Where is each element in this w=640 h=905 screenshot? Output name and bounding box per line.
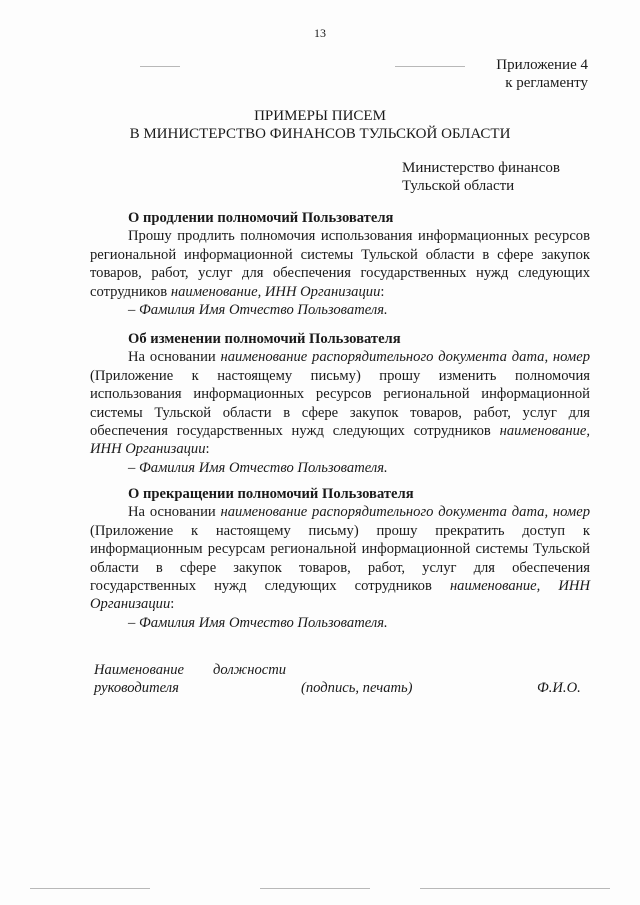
section-heading: О продлении полномочий Пользователя bbox=[128, 210, 394, 226]
paragraph-end: : bbox=[205, 441, 210, 458]
scan-speck bbox=[140, 66, 180, 67]
page-number: 13 bbox=[314, 26, 326, 40]
document-title bbox=[60, 107, 580, 143]
appendix-line-1: Приложение 4 bbox=[496, 57, 588, 73]
signature-fio-label: Ф.И.О. bbox=[537, 680, 581, 696]
addressee bbox=[402, 159, 560, 195]
org-placeholder: наименование, ИНН Организации bbox=[170, 283, 381, 300]
section-heading: Об изменении полномочий Пользователя bbox=[128, 331, 401, 347]
user-name-placeholder: Фамилия Имя Отчество Пользователя. bbox=[138, 459, 388, 476]
list-dash: – bbox=[128, 459, 139, 476]
user-name-placeholder: Фамилия Имя Отчество Пользователя. bbox=[138, 302, 388, 319]
list-item bbox=[90, 301, 590, 319]
section-terminate-permissions bbox=[90, 485, 590, 632]
addressee-line-2: Тульской области bbox=[402, 178, 515, 194]
paragraph-text: На основании bbox=[128, 349, 221, 366]
paragraph-text: Прошу продлить полномочия использования информационных ресурсов региональной информационной системы Тульской области в сфере закупок товаров, работ, услуг для обеспечения государственных нужд следующих сотрудников bbox=[90, 228, 590, 300]
org-placeholder: наименование, ИНН Организации bbox=[90, 423, 590, 458]
scan-speck bbox=[420, 888, 610, 889]
list-dash: – bbox=[128, 614, 139, 631]
signature-sign-label: (подпись, печать) bbox=[301, 680, 413, 696]
signature-head-label: руководителя bbox=[94, 680, 179, 696]
list-dash: – bbox=[128, 302, 139, 319]
signature-name-label: Наименование bbox=[94, 662, 185, 678]
org-placeholder: наименование, ИНН Организации bbox=[90, 578, 590, 613]
document-placeholder: наименование распорядительного документа дата, номер bbox=[220, 349, 590, 366]
list-item bbox=[90, 459, 590, 477]
paragraph-text: (Приложение к настоящему письму) прошу прекратить доступ к информационным ресурсам региональной информационной системы Тульской области в сфере закупок товаров, работ, услуг для обеспечения государственных нужд следующих сотрудников bbox=[90, 522, 590, 595]
paragraph-end: : bbox=[380, 283, 385, 300]
signature-position-label: должности bbox=[213, 662, 287, 678]
title-line-1: ПРИМЕРЫ ПИСЕМ bbox=[254, 108, 386, 124]
paragraph-end: : bbox=[170, 596, 175, 613]
user-name-placeholder: Фамилия Имя Отчество Пользователя. bbox=[138, 614, 388, 631]
list-item bbox=[90, 614, 590, 632]
section-heading: О прекращении полномочий Пользователя bbox=[128, 486, 414, 502]
section-paragraph bbox=[90, 348, 590, 458]
addressee-line-1: Министерство финансов bbox=[402, 160, 560, 176]
section-paragraph bbox=[90, 503, 590, 613]
title-line-2: В МИНИСТЕРСТВО ФИНАНСОВ ТУЛЬСКОЙ ОБЛАСТИ bbox=[129, 126, 511, 142]
paragraph-text: На основании bbox=[128, 504, 221, 521]
scan-speck bbox=[260, 888, 370, 889]
appendix-line-2: к регламенту bbox=[505, 75, 588, 91]
scan-speck bbox=[395, 66, 465, 67]
section-paragraph bbox=[90, 227, 590, 301]
appendix-note bbox=[496, 56, 588, 92]
paragraph-text: (Приложение к настоящему письму) прошу изменить полномочия использования информационных ресурсов региональной информационной системы Тульской области в сфере закупок товаров, работ, услуг для обеспечения государственных нужд следующих сотрудников bbox=[90, 367, 590, 440]
document-placeholder: наименование распорядительного документа дата, номер bbox=[220, 504, 590, 521]
scan-speck bbox=[30, 888, 150, 889]
section-extend-permissions bbox=[90, 209, 590, 319]
section-change-permissions bbox=[90, 330, 590, 477]
